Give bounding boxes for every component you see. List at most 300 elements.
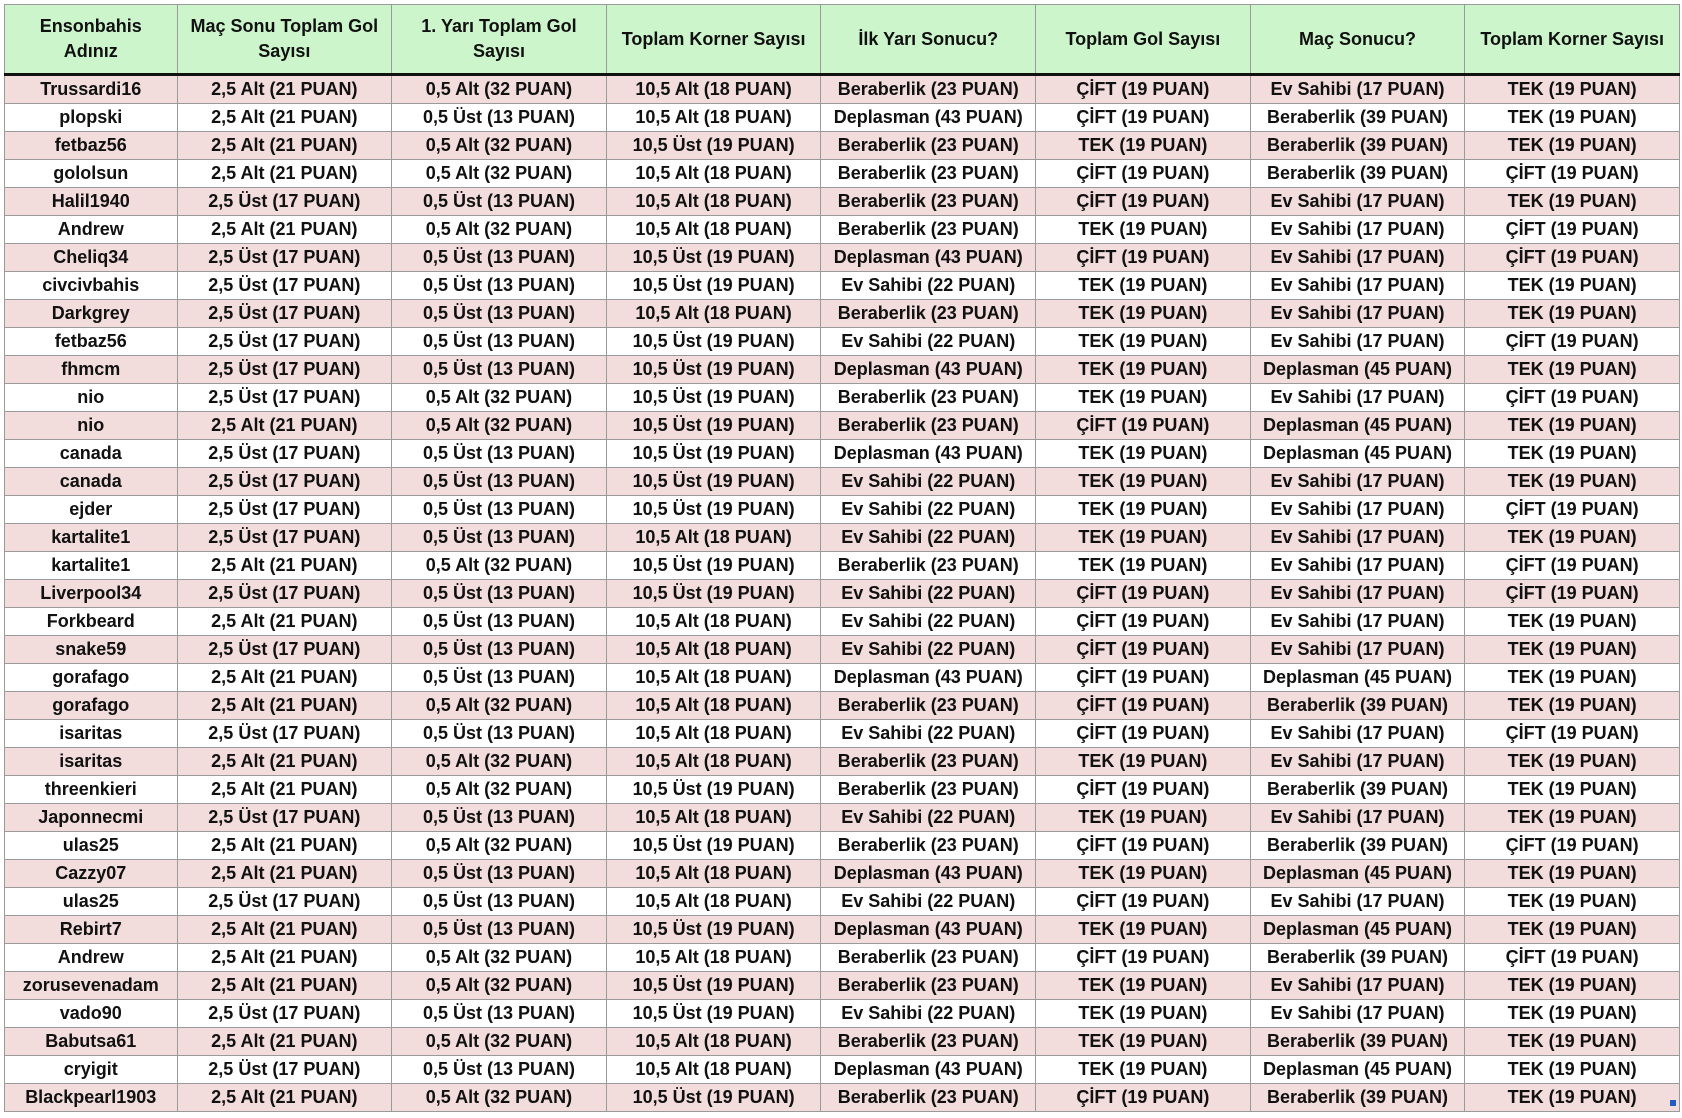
cell-first-half-result[interactable]: Beraberlik (23 PUAN): [821, 944, 1036, 972]
cell-total-goals-parity[interactable]: ÇİFT (19 PUAN): [1036, 1084, 1251, 1112]
cell-corners[interactable]: 10,5 Alt (18 PUAN): [606, 1056, 821, 1084]
cell-total-goals-parity[interactable]: TEK (19 PUAN): [1036, 216, 1251, 244]
cell-first-half-result[interactable]: Beraberlik (23 PUAN): [821, 692, 1036, 720]
cell-first-half-result[interactable]: Ev Sahibi (22 PUAN): [821, 328, 1036, 356]
cell-full-time-goals[interactable]: 2,5 Üst (17 PUAN): [177, 804, 392, 832]
cell-corners[interactable]: 10,5 Üst (19 PUAN): [606, 496, 821, 524]
cell-corners-parity[interactable]: TEK (19 PUAN): [1465, 972, 1680, 1000]
cell-full-time-goals[interactable]: 2,5 Alt (21 PUAN): [177, 692, 392, 720]
cell-corners-parity[interactable]: TEK (19 PUAN): [1465, 804, 1680, 832]
cell-corners[interactable]: 10,5 Alt (18 PUAN): [606, 860, 821, 888]
cell-corners[interactable]: 10,5 Alt (18 PUAN): [606, 1028, 821, 1056]
cell-total-goals-parity[interactable]: ÇİFT (19 PUAN): [1036, 832, 1251, 860]
cell-total-goals-parity[interactable]: ÇİFT (19 PUAN): [1036, 692, 1251, 720]
cell-first-half-goals[interactable]: 0,5 Üst (13 PUAN): [392, 636, 607, 664]
cell-corners-parity[interactable]: ÇİFT (19 PUAN): [1465, 580, 1680, 608]
cell-username[interactable]: isaritas: [5, 720, 178, 748]
cell-full-time-goals[interactable]: 2,5 Alt (21 PUAN): [177, 832, 392, 860]
cell-corners-parity[interactable]: ÇİFT (19 PUAN): [1465, 496, 1680, 524]
cell-first-half-goals[interactable]: 0,5 Üst (13 PUAN): [392, 356, 607, 384]
cell-corners-parity[interactable]: TEK (19 PUAN): [1465, 440, 1680, 468]
cell-first-half-goals[interactable]: 0,5 Üst (13 PUAN): [392, 1056, 607, 1084]
cell-first-half-goals[interactable]: 0,5 Üst (13 PUAN): [392, 188, 607, 216]
cell-match-result[interactable]: Beraberlik (39 PUAN): [1250, 776, 1465, 804]
cell-corners[interactable]: 10,5 Alt (18 PUAN): [606, 692, 821, 720]
cell-username[interactable]: Babutsa61: [5, 1028, 178, 1056]
cell-match-result[interactable]: Ev Sahibi (17 PUAN): [1250, 552, 1465, 580]
cell-match-result[interactable]: Deplasman (45 PUAN): [1250, 860, 1465, 888]
cell-total-goals-parity[interactable]: ÇİFT (19 PUAN): [1036, 160, 1251, 188]
cell-full-time-goals[interactable]: 2,5 Üst (17 PUAN): [177, 1056, 392, 1084]
cell-match-result[interactable]: Beraberlik (39 PUAN): [1250, 944, 1465, 972]
cell-first-half-goals[interactable]: 0,5 Alt (32 PUAN): [392, 384, 607, 412]
cell-username[interactable]: fetbaz56: [5, 328, 178, 356]
cell-full-time-goals[interactable]: 2,5 Alt (21 PUAN): [177, 160, 392, 188]
cell-total-goals-parity[interactable]: ÇİFT (19 PUAN): [1036, 244, 1251, 272]
cell-match-result[interactable]: Beraberlik (39 PUAN): [1250, 132, 1465, 160]
cell-match-result[interactable]: Ev Sahibi (17 PUAN): [1250, 1000, 1465, 1028]
cell-match-result[interactable]: Ev Sahibi (17 PUAN): [1250, 272, 1465, 300]
cell-total-goals-parity[interactable]: TEK (19 PUAN): [1036, 1000, 1251, 1028]
cell-full-time-goals[interactable]: 2,5 Üst (17 PUAN): [177, 244, 392, 272]
cell-total-goals-parity[interactable]: ÇİFT (19 PUAN): [1036, 580, 1251, 608]
cell-corners-parity[interactable]: TEK (19 PUAN): [1465, 1084, 1680, 1112]
cell-first-half-goals[interactable]: 0,5 Alt (32 PUAN): [392, 972, 607, 1000]
cell-corners[interactable]: 10,5 Üst (19 PUAN): [606, 552, 821, 580]
cell-total-goals-parity[interactable]: TEK (19 PUAN): [1036, 1056, 1251, 1084]
cell-first-half-goals[interactable]: 0,5 Üst (13 PUAN): [392, 244, 607, 272]
cell-first-half-result[interactable]: Ev Sahibi (22 PUAN): [821, 720, 1036, 748]
cell-total-goals-parity[interactable]: TEK (19 PUAN): [1036, 916, 1251, 944]
cell-total-goals-parity[interactable]: ÇİFT (19 PUAN): [1036, 75, 1251, 104]
cell-corners-parity[interactable]: TEK (19 PUAN): [1465, 608, 1680, 636]
cell-full-time-goals[interactable]: 2,5 Alt (21 PUAN): [177, 944, 392, 972]
cell-match-result[interactable]: Deplasman (45 PUAN): [1250, 1056, 1465, 1084]
cell-corners-parity[interactable]: ÇİFT (19 PUAN): [1465, 384, 1680, 412]
cell-match-result[interactable]: Ev Sahibi (17 PUAN): [1250, 384, 1465, 412]
cell-first-half-result[interactable]: Ev Sahibi (22 PUAN): [821, 272, 1036, 300]
cell-username[interactable]: Cheliq34: [5, 244, 178, 272]
cell-first-half-goals[interactable]: 0,5 Üst (13 PUAN): [392, 496, 607, 524]
header-cell-first-half-goals[interactable]: 1. Yarı Toplam Gol Sayısı: [392, 5, 607, 75]
cell-corners[interactable]: 10,5 Alt (18 PUAN): [606, 160, 821, 188]
cell-corners-parity[interactable]: ÇİFT (19 PUAN): [1465, 720, 1680, 748]
cell-full-time-goals[interactable]: 2,5 Üst (17 PUAN): [177, 720, 392, 748]
cell-corners-parity[interactable]: TEK (19 PUAN): [1465, 664, 1680, 692]
cell-corners[interactable]: 10,5 Üst (19 PUAN): [606, 580, 821, 608]
cell-total-goals-parity[interactable]: TEK (19 PUAN): [1036, 300, 1251, 328]
cell-first-half-result[interactable]: Ev Sahibi (22 PUAN): [821, 580, 1036, 608]
cell-first-half-goals[interactable]: 0,5 Alt (32 PUAN): [392, 776, 607, 804]
cell-corners-parity[interactable]: TEK (19 PUAN): [1465, 636, 1680, 664]
cell-first-half-result[interactable]: Beraberlik (23 PUAN): [821, 160, 1036, 188]
cell-username[interactable]: Andrew: [5, 216, 178, 244]
cell-match-result[interactable]: Ev Sahibi (17 PUAN): [1250, 636, 1465, 664]
cell-corners[interactable]: 10,5 Alt (18 PUAN): [606, 944, 821, 972]
header-cell-full-time-goals[interactable]: Maç Sonu Toplam Gol Sayısı: [177, 5, 392, 75]
cell-match-result[interactable]: Beraberlik (39 PUAN): [1250, 832, 1465, 860]
header-cell-corners[interactable]: Toplam Korner Sayısı: [606, 5, 821, 75]
cell-username[interactable]: Liverpool34: [5, 580, 178, 608]
cell-username[interactable]: gorafago: [5, 692, 178, 720]
cell-corners[interactable]: 10,5 Üst (19 PUAN): [606, 384, 821, 412]
cell-match-result[interactable]: Ev Sahibi (17 PUAN): [1250, 888, 1465, 916]
cell-match-result[interactable]: Ev Sahibi (17 PUAN): [1250, 468, 1465, 496]
cell-corners[interactable]: 10,5 Üst (19 PUAN): [606, 412, 821, 440]
cell-username[interactable]: vado90: [5, 1000, 178, 1028]
cell-total-goals-parity[interactable]: TEK (19 PUAN): [1036, 440, 1251, 468]
cell-first-half-result[interactable]: Beraberlik (23 PUAN): [821, 776, 1036, 804]
cell-total-goals-parity[interactable]: ÇİFT (19 PUAN): [1036, 888, 1251, 916]
cell-username[interactable]: threenkieri: [5, 776, 178, 804]
cell-first-half-result[interactable]: Ev Sahibi (22 PUAN): [821, 636, 1036, 664]
cell-username[interactable]: Andrew: [5, 944, 178, 972]
cell-corners-parity[interactable]: ÇİFT (19 PUAN): [1465, 328, 1680, 356]
cell-corners[interactable]: 10,5 Alt (18 PUAN): [606, 888, 821, 916]
cell-corners-parity[interactable]: TEK (19 PUAN): [1465, 188, 1680, 216]
cell-corners[interactable]: 10,5 Alt (18 PUAN): [606, 804, 821, 832]
cell-match-result[interactable]: Deplasman (45 PUAN): [1250, 412, 1465, 440]
cell-match-result[interactable]: Ev Sahibi (17 PUAN): [1250, 328, 1465, 356]
cell-corners-parity[interactable]: ÇİFT (19 PUAN): [1465, 160, 1680, 188]
cell-match-result[interactable]: Ev Sahibi (17 PUAN): [1250, 524, 1465, 552]
header-cell-first-half-result[interactable]: İlk Yarı Sonucu?: [821, 5, 1036, 75]
cell-corners-parity[interactable]: TEK (19 PUAN): [1465, 104, 1680, 132]
cell-first-half-goals[interactable]: 0,5 Üst (13 PUAN): [392, 440, 607, 468]
cell-corners-parity[interactable]: TEK (19 PUAN): [1465, 1056, 1680, 1084]
cell-first-half-result[interactable]: Beraberlik (23 PUAN): [821, 216, 1036, 244]
cell-first-half-goals[interactable]: 0,5 Üst (13 PUAN): [392, 608, 607, 636]
cell-username[interactable]: plopski: [5, 104, 178, 132]
cell-first-half-goals[interactable]: 0,5 Üst (13 PUAN): [392, 580, 607, 608]
cell-corners-parity[interactable]: TEK (19 PUAN): [1465, 860, 1680, 888]
cell-total-goals-parity[interactable]: ÇİFT (19 PUAN): [1036, 636, 1251, 664]
cell-corners-parity[interactable]: TEK (19 PUAN): [1465, 524, 1680, 552]
cell-first-half-result[interactable]: Beraberlik (23 PUAN): [821, 1084, 1036, 1112]
header-cell-username[interactable]: Ensonbahis Adınız: [5, 5, 178, 75]
cell-username[interactable]: nio: [5, 412, 178, 440]
cell-first-half-result[interactable]: Ev Sahibi (22 PUAN): [821, 524, 1036, 552]
cell-first-half-result[interactable]: Ev Sahibi (22 PUAN): [821, 1000, 1036, 1028]
cell-first-half-result[interactable]: Ev Sahibi (22 PUAN): [821, 608, 1036, 636]
cell-username[interactable]: gololsun: [5, 160, 178, 188]
cell-corners[interactable]: 10,5 Alt (18 PUAN): [606, 608, 821, 636]
cell-username[interactable]: canada: [5, 468, 178, 496]
cell-total-goals-parity[interactable]: TEK (19 PUAN): [1036, 356, 1251, 384]
cell-total-goals-parity[interactable]: TEK (19 PUAN): [1036, 748, 1251, 776]
cell-total-goals-parity[interactable]: TEK (19 PUAN): [1036, 468, 1251, 496]
cell-first-half-goals[interactable]: 0,5 Üst (13 PUAN): [392, 300, 607, 328]
cell-corners[interactable]: 10,5 Üst (19 PUAN): [606, 328, 821, 356]
cell-corners[interactable]: 10,5 Alt (18 PUAN): [606, 300, 821, 328]
cell-first-half-goals[interactable]: 0,5 Alt (32 PUAN): [392, 552, 607, 580]
cell-first-half-result[interactable]: Deplasman (43 PUAN): [821, 356, 1036, 384]
cell-full-time-goals[interactable]: 2,5 Üst (17 PUAN): [177, 272, 392, 300]
cell-full-time-goals[interactable]: 2,5 Üst (17 PUAN): [177, 888, 392, 916]
cell-first-half-goals[interactable]: 0,5 Üst (13 PUAN): [392, 272, 607, 300]
cell-username[interactable]: ejder: [5, 496, 178, 524]
cell-corners[interactable]: 10,5 Üst (19 PUAN): [606, 132, 821, 160]
cell-first-half-result[interactable]: Deplasman (43 PUAN): [821, 1056, 1036, 1084]
cell-total-goals-parity[interactable]: TEK (19 PUAN): [1036, 524, 1251, 552]
cell-corners-parity[interactable]: ÇİFT (19 PUAN): [1465, 244, 1680, 272]
cell-match-result[interactable]: Deplasman (45 PUAN): [1250, 440, 1465, 468]
cell-corners[interactable]: 10,5 Üst (19 PUAN): [606, 776, 821, 804]
cell-corners-parity[interactable]: TEK (19 PUAN): [1465, 776, 1680, 804]
cell-username[interactable]: Rebirt7: [5, 916, 178, 944]
cell-corners-parity[interactable]: TEK (19 PUAN): [1465, 888, 1680, 916]
cell-first-half-result[interactable]: Beraberlik (23 PUAN): [821, 412, 1036, 440]
cell-corners[interactable]: 10,5 Üst (19 PUAN): [606, 356, 821, 384]
cell-match-result[interactable]: Ev Sahibi (17 PUAN): [1250, 972, 1465, 1000]
cell-username[interactable]: ulas25: [5, 832, 178, 860]
cell-first-half-result[interactable]: Beraberlik (23 PUAN): [821, 748, 1036, 776]
cell-match-result[interactable]: Ev Sahibi (17 PUAN): [1250, 188, 1465, 216]
fill-handle[interactable]: [1670, 1100, 1676, 1106]
cell-first-half-goals[interactable]: 0,5 Üst (13 PUAN): [392, 328, 607, 356]
cell-username[interactable]: cryigit: [5, 1056, 178, 1084]
cell-corners-parity[interactable]: TEK (19 PUAN): [1465, 748, 1680, 776]
cell-total-goals-parity[interactable]: TEK (19 PUAN): [1036, 132, 1251, 160]
cell-first-half-result[interactable]: Deplasman (43 PUAN): [821, 860, 1036, 888]
cell-corners[interactable]: 10,5 Alt (18 PUAN): [606, 664, 821, 692]
cell-match-result[interactable]: Beraberlik (39 PUAN): [1250, 1028, 1465, 1056]
cell-full-time-goals[interactable]: 2,5 Üst (17 PUAN): [177, 188, 392, 216]
cell-first-half-result[interactable]: Ev Sahibi (22 PUAN): [821, 888, 1036, 916]
cell-first-half-result[interactable]: Beraberlik (23 PUAN): [821, 972, 1036, 1000]
cell-username[interactable]: gorafago: [5, 664, 178, 692]
cell-first-half-result[interactable]: Beraberlik (23 PUAN): [821, 552, 1036, 580]
cell-full-time-goals[interactable]: 2,5 Alt (21 PUAN): [177, 412, 392, 440]
cell-first-half-result[interactable]: Ev Sahibi (22 PUAN): [821, 468, 1036, 496]
cell-total-goals-parity[interactable]: ÇİFT (19 PUAN): [1036, 104, 1251, 132]
cell-match-result[interactable]: Ev Sahibi (17 PUAN): [1250, 720, 1465, 748]
cell-full-time-goals[interactable]: 2,5 Alt (21 PUAN): [177, 1084, 392, 1112]
cell-match-result[interactable]: Ev Sahibi (17 PUAN): [1250, 244, 1465, 272]
cell-full-time-goals[interactable]: 2,5 Üst (17 PUAN): [177, 300, 392, 328]
cell-corners[interactable]: 10,5 Üst (19 PUAN): [606, 272, 821, 300]
cell-total-goals-parity[interactable]: TEK (19 PUAN): [1036, 860, 1251, 888]
cell-first-half-result[interactable]: Ev Sahibi (22 PUAN): [821, 496, 1036, 524]
cell-full-time-goals[interactable]: 2,5 Alt (21 PUAN): [177, 104, 392, 132]
cell-corners[interactable]: 10,5 Üst (19 PUAN): [606, 972, 821, 1000]
cell-first-half-result[interactable]: Beraberlik (23 PUAN): [821, 832, 1036, 860]
cell-username[interactable]: canada: [5, 440, 178, 468]
cell-username[interactable]: Forkbeard: [5, 608, 178, 636]
cell-total-goals-parity[interactable]: TEK (19 PUAN): [1036, 328, 1251, 356]
cell-corners-parity[interactable]: TEK (19 PUAN): [1465, 468, 1680, 496]
cell-corners-parity[interactable]: TEK (19 PUAN): [1465, 1028, 1680, 1056]
cell-first-half-goals[interactable]: 0,5 Üst (13 PUAN): [392, 720, 607, 748]
cell-corners-parity[interactable]: TEK (19 PUAN): [1465, 692, 1680, 720]
header-cell-total-goals-parity[interactable]: Toplam Gol Sayısı: [1036, 5, 1251, 75]
cell-corners-parity[interactable]: TEK (19 PUAN): [1465, 1000, 1680, 1028]
cell-username[interactable]: isaritas: [5, 748, 178, 776]
cell-corners[interactable]: 10,5 Üst (19 PUAN): [606, 468, 821, 496]
cell-full-time-goals[interactable]: 2,5 Alt (21 PUAN): [177, 972, 392, 1000]
cell-match-result[interactable]: Deplasman (45 PUAN): [1250, 356, 1465, 384]
cell-first-half-goals[interactable]: 0,5 Alt (32 PUAN): [392, 216, 607, 244]
cell-full-time-goals[interactable]: 2,5 Üst (17 PUAN): [177, 468, 392, 496]
cell-match-result[interactable]: Beraberlik (39 PUAN): [1250, 160, 1465, 188]
cell-match-result[interactable]: Ev Sahibi (17 PUAN): [1250, 75, 1465, 104]
cell-first-half-goals[interactable]: 0,5 Alt (32 PUAN): [392, 832, 607, 860]
cell-total-goals-parity[interactable]: ÇİFT (19 PUAN): [1036, 664, 1251, 692]
cell-match-result[interactable]: Ev Sahibi (17 PUAN): [1250, 580, 1465, 608]
cell-username[interactable]: fetbaz56: [5, 132, 178, 160]
cell-total-goals-parity[interactable]: ÇİFT (19 PUAN): [1036, 188, 1251, 216]
cell-first-half-goals[interactable]: 0,5 Alt (32 PUAN): [392, 944, 607, 972]
cell-first-half-result[interactable]: Deplasman (43 PUAN): [821, 916, 1036, 944]
cell-full-time-goals[interactable]: 2,5 Üst (17 PUAN): [177, 496, 392, 524]
cell-full-time-goals[interactable]: 2,5 Üst (17 PUAN): [177, 580, 392, 608]
cell-first-half-goals[interactable]: 0,5 Üst (13 PUAN): [392, 1000, 607, 1028]
cell-total-goals-parity[interactable]: ÇİFT (19 PUAN): [1036, 608, 1251, 636]
cell-corners[interactable]: 10,5 Alt (18 PUAN): [606, 75, 821, 104]
cell-corners[interactable]: 10,5 Alt (18 PUAN): [606, 188, 821, 216]
cell-corners-parity[interactable]: TEK (19 PUAN): [1465, 75, 1680, 104]
cell-full-time-goals[interactable]: 2,5 Üst (17 PUAN): [177, 636, 392, 664]
cell-total-goals-parity[interactable]: TEK (19 PUAN): [1036, 496, 1251, 524]
cell-username[interactable]: fhmcm: [5, 356, 178, 384]
cell-corners-parity[interactable]: TEK (19 PUAN): [1465, 412, 1680, 440]
cell-first-half-goals[interactable]: 0,5 Üst (13 PUAN): [392, 804, 607, 832]
cell-total-goals-parity[interactable]: TEK (19 PUAN): [1036, 552, 1251, 580]
cell-match-result[interactable]: Ev Sahibi (17 PUAN): [1250, 748, 1465, 776]
cell-username[interactable]: nio: [5, 384, 178, 412]
cell-full-time-goals[interactable]: 2,5 Alt (21 PUAN): [177, 552, 392, 580]
cell-full-time-goals[interactable]: 2,5 Alt (21 PUAN): [177, 216, 392, 244]
cell-match-result[interactable]: Beraberlik (39 PUAN): [1250, 104, 1465, 132]
cell-username[interactable]: Japonnecmi: [5, 804, 178, 832]
cell-full-time-goals[interactable]: 2,5 Üst (17 PUAN): [177, 1000, 392, 1028]
cell-username[interactable]: snake59: [5, 636, 178, 664]
cell-username[interactable]: kartalite1: [5, 524, 178, 552]
cell-corners[interactable]: 10,5 Üst (19 PUAN): [606, 1000, 821, 1028]
cell-corners-parity[interactable]: TEK (19 PUAN): [1465, 132, 1680, 160]
cell-first-half-result[interactable]: Deplasman (43 PUAN): [821, 104, 1036, 132]
cell-username[interactable]: kartalite1: [5, 552, 178, 580]
cell-match-result[interactable]: Ev Sahibi (17 PUAN): [1250, 300, 1465, 328]
cell-full-time-goals[interactable]: 2,5 Üst (17 PUAN): [177, 356, 392, 384]
cell-match-result[interactable]: Beraberlik (39 PUAN): [1250, 1084, 1465, 1112]
cell-match-result[interactable]: Ev Sahibi (17 PUAN): [1250, 496, 1465, 524]
cell-first-half-result[interactable]: Deplasman (43 PUAN): [821, 664, 1036, 692]
cell-match-result[interactable]: Ev Sahibi (17 PUAN): [1250, 608, 1465, 636]
cell-full-time-goals[interactable]: 2,5 Alt (21 PUAN): [177, 664, 392, 692]
cell-full-time-goals[interactable]: 2,5 Alt (21 PUAN): [177, 776, 392, 804]
cell-full-time-goals[interactable]: 2,5 Alt (21 PUAN): [177, 132, 392, 160]
cell-corners[interactable]: 10,5 Üst (19 PUAN): [606, 244, 821, 272]
header-cell-corners-parity[interactable]: Toplam Korner Sayısı: [1465, 5, 1680, 75]
cell-first-half-result[interactable]: Deplasman (43 PUAN): [821, 440, 1036, 468]
cell-corners[interactable]: 10,5 Üst (19 PUAN): [606, 916, 821, 944]
cell-corners-parity[interactable]: ÇİFT (19 PUAN): [1465, 832, 1680, 860]
cell-first-half-goals[interactable]: 0,5 Alt (32 PUAN): [392, 160, 607, 188]
cell-full-time-goals[interactable]: 2,5 Üst (17 PUAN): [177, 440, 392, 468]
cell-total-goals-parity[interactable]: TEK (19 PUAN): [1036, 804, 1251, 832]
cell-first-half-result[interactable]: Beraberlik (23 PUAN): [821, 1028, 1036, 1056]
cell-first-half-goals[interactable]: 0,5 Üst (13 PUAN): [392, 524, 607, 552]
cell-full-time-goals[interactable]: 2,5 Alt (21 PUAN): [177, 1028, 392, 1056]
cell-match-result[interactable]: Beraberlik (39 PUAN): [1250, 692, 1465, 720]
cell-total-goals-parity[interactable]: ÇİFT (19 PUAN): [1036, 720, 1251, 748]
cell-first-half-result[interactable]: Beraberlik (23 PUAN): [821, 300, 1036, 328]
cell-first-half-goals[interactable]: 0,5 Üst (13 PUAN): [392, 916, 607, 944]
cell-full-time-goals[interactable]: 2,5 Üst (17 PUAN): [177, 328, 392, 356]
cell-corners[interactable]: 10,5 Alt (18 PUAN): [606, 720, 821, 748]
cell-corners[interactable]: 10,5 Alt (18 PUAN): [606, 748, 821, 776]
cell-first-half-goals[interactable]: 0,5 Alt (32 PUAN): [392, 1028, 607, 1056]
cell-match-result[interactable]: Ev Sahibi (17 PUAN): [1250, 216, 1465, 244]
cell-first-half-result[interactable]: Deplasman (43 PUAN): [821, 244, 1036, 272]
cell-username[interactable]: Blackpearl1903: [5, 1084, 178, 1112]
cell-first-half-goals[interactable]: 0,5 Alt (32 PUAN): [392, 75, 607, 104]
cell-corners-parity[interactable]: TEK (19 PUAN): [1465, 916, 1680, 944]
cell-first-half-goals[interactable]: 0,5 Üst (13 PUAN): [392, 888, 607, 916]
cell-full-time-goals[interactable]: 2,5 Alt (21 PUAN): [177, 916, 392, 944]
cell-username[interactable]: ulas25: [5, 888, 178, 916]
cell-first-half-goals[interactable]: 0,5 Alt (32 PUAN): [392, 1084, 607, 1112]
cell-total-goals-parity[interactable]: TEK (19 PUAN): [1036, 272, 1251, 300]
cell-corners[interactable]: 10,5 Alt (18 PUAN): [606, 104, 821, 132]
cell-corners-parity[interactable]: TEK (19 PUAN): [1465, 272, 1680, 300]
cell-corners[interactable]: 10,5 Alt (18 PUAN): [606, 636, 821, 664]
cell-match-result[interactable]: Ev Sahibi (17 PUAN): [1250, 804, 1465, 832]
cell-match-result[interactable]: Deplasman (45 PUAN): [1250, 916, 1465, 944]
cell-first-half-result[interactable]: Beraberlik (23 PUAN): [821, 75, 1036, 104]
cell-corners[interactable]: 10,5 Üst (19 PUAN): [606, 1084, 821, 1112]
cell-first-half-result[interactable]: Beraberlik (23 PUAN): [821, 384, 1036, 412]
cell-full-time-goals[interactable]: 2,5 Alt (21 PUAN): [177, 860, 392, 888]
cell-full-time-goals[interactable]: 2,5 Alt (21 PUAN): [177, 75, 392, 104]
cell-full-time-goals[interactable]: 2,5 Alt (21 PUAN): [177, 748, 392, 776]
cell-username[interactable]: Darkgrey: [5, 300, 178, 328]
cell-corners-parity[interactable]: TEK (19 PUAN): [1465, 300, 1680, 328]
cell-total-goals-parity[interactable]: TEK (19 PUAN): [1036, 384, 1251, 412]
cell-corners-parity[interactable]: ÇİFT (19 PUAN): [1465, 944, 1680, 972]
cell-first-half-goals[interactable]: 0,5 Üst (13 PUAN): [392, 664, 607, 692]
cell-total-goals-parity[interactable]: TEK (19 PUAN): [1036, 972, 1251, 1000]
cell-first-half-goals[interactable]: 0,5 Alt (32 PUAN): [392, 412, 607, 440]
cell-first-half-goals[interactable]: 0,5 Alt (32 PUAN): [392, 132, 607, 160]
cell-first-half-goals[interactable]: 0,5 Üst (13 PUAN): [392, 860, 607, 888]
cell-match-result[interactable]: Deplasman (45 PUAN): [1250, 664, 1465, 692]
cell-corners[interactable]: 10,5 Üst (19 PUAN): [606, 832, 821, 860]
cell-corners-parity[interactable]: ÇİFT (19 PUAN): [1465, 552, 1680, 580]
cell-corners-parity[interactable]: TEK (19 PUAN): [1465, 356, 1680, 384]
cell-username[interactable]: Halil1940: [5, 188, 178, 216]
cell-first-half-goals[interactable]: 0,5 Üst (13 PUAN): [392, 468, 607, 496]
cell-total-goals-parity[interactable]: ÇİFT (19 PUAN): [1036, 776, 1251, 804]
cell-total-goals-parity[interactable]: ÇİFT (19 PUAN): [1036, 944, 1251, 972]
cell-corners[interactable]: 10,5 Alt (18 PUAN): [606, 524, 821, 552]
cell-first-half-goals[interactable]: 0,5 Alt (32 PUAN): [392, 748, 607, 776]
cell-full-time-goals[interactable]: 2,5 Üst (17 PUAN): [177, 524, 392, 552]
cell-first-half-result[interactable]: Beraberlik (23 PUAN): [821, 188, 1036, 216]
cell-full-time-goals[interactable]: 2,5 Alt (21 PUAN): [177, 608, 392, 636]
cell-first-half-goals[interactable]: 0,5 Üst (13 PUAN): [392, 104, 607, 132]
cell-username[interactable]: zorusevenadam: [5, 972, 178, 1000]
cell-username[interactable]: Trussardi16: [5, 75, 178, 104]
cell-corners-parity[interactable]: ÇİFT (19 PUAN): [1465, 216, 1680, 244]
cell-total-goals-parity[interactable]: ÇİFT (19 PUAN): [1036, 412, 1251, 440]
cell-corners[interactable]: 10,5 Alt (18 PUAN): [606, 216, 821, 244]
cell-total-goals-parity[interactable]: TEK (19 PUAN): [1036, 1028, 1251, 1056]
cell-username[interactable]: civcivbahis: [5, 272, 178, 300]
cell-corners[interactable]: 10,5 Üst (19 PUAN): [606, 440, 821, 468]
header-cell-match-result[interactable]: Maç Sonucu?: [1250, 5, 1465, 75]
